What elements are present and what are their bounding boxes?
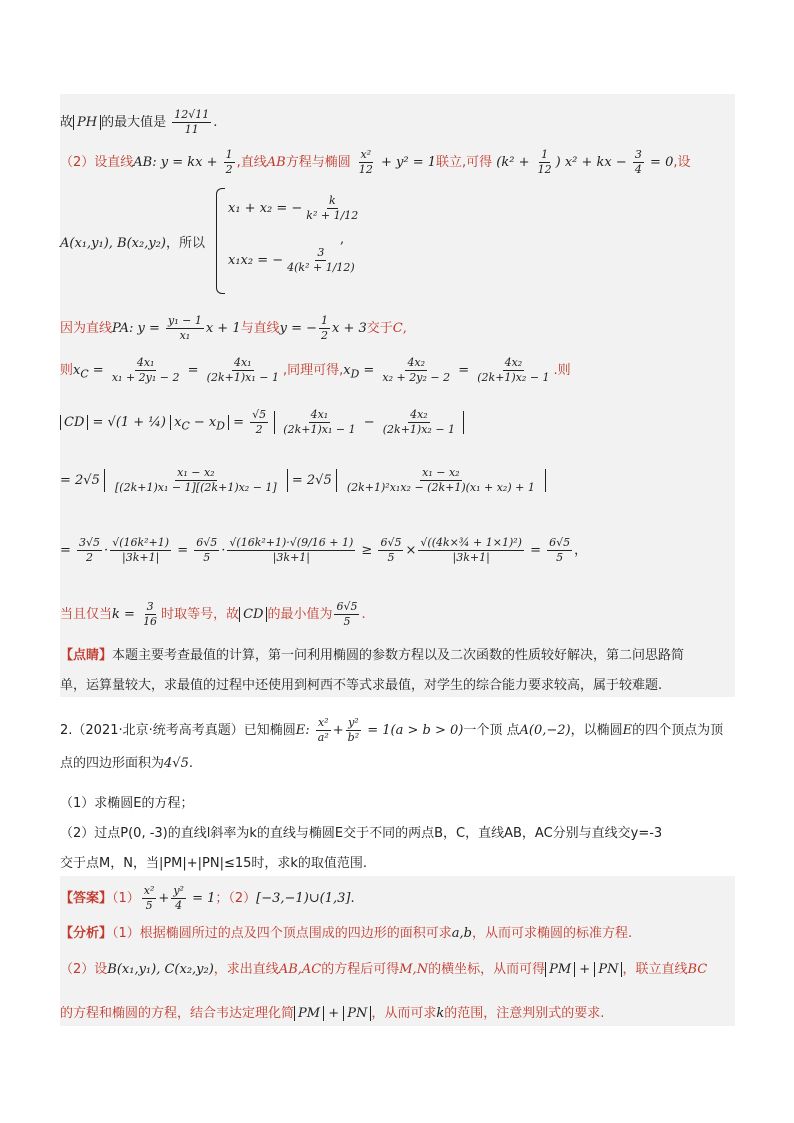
problem2-stem-1: 2.（2021·北京·统考高考真题）已知椭圆E: $\frac{\text{x²}}{\text{a²}}$ + $\frac{\text{y²}}{\text{b²}}$ = 1(a > b > 0)一个顶 点A(0,−2)，以椭圆E的四个顶点为顶 — [60, 716, 724, 744]
vieta-product: x₁x₂ = − $\frac{3}{\text{4(k² + 1/12)}}$ — [228, 246, 355, 274]
comment-line-2 — [60, 674, 662, 693]
comment-tag: 【点睛】 — [60, 648, 113, 663]
comment-text-1: 本题主要考查最值的计算，第一问利用椭圆的参数方程以及二次函数的性质较好解决，第二问思路简 — [112, 648, 685, 663]
question-2-line-1: （2）过点P(0, -3)的直线l斜率为k的直线与椭圆E交于不同的两点B，C，直线AB，AC分别与直线交y=-3 — [60, 826, 663, 841]
vieta-comma: , — [340, 232, 345, 247]
comment-text-2: 单，运算量较大，求最值的过程中还使用到柯西不等式求最值，对学生的综合能力要求较高，属于较难题. — [60, 678, 663, 693]
vieta-points: A(x₁,y₁), B(x₂,y₂)，所以 — [60, 236, 205, 251]
cd-step-1: CD = √(1 + ¼) $x_C - x_D$ = $\frac{√5}{2}$ $\frac{\text{4x₁}}{\text{(2k+1)x₁ − 1}}$ − $\frac{\text{4x₂}}{\text{(2k+1)x₂ − 1}}$ — [60, 408, 464, 437]
analysis-tag: 【分析】 — [60, 926, 113, 941]
vieta-brace — [216, 188, 225, 294]
vieta-sum: x₁ + x₂ = − $\frac{k}{\text{k² + 1/12}}$ — [228, 194, 359, 222]
question-1: （1）求椭圆E的方程； — [60, 796, 194, 811]
problem2-stem-2: 点的四边形面积为4√5. — [60, 756, 193, 771]
cd-step-3: = $\frac{3√5}{2}$ · $\frac{\text{√(16k²+1)}}{|3k+1|}$ = $\frac{6√5}{5}$ · $\frac{\text{√(16k²+1)·√(9/16 + 1)}}{|3k+1|}$ ≥ $\frac{6√5}{5}$ × $\frac{\text{√((4k×¾ + 1×1)²)}}{|3k+1|}$ = $\frac{6√5}{5}$ ， — [60, 536, 588, 564]
cd-step-2: = 2√5 $\frac{\text{x₁ − x₂}}{\text{[(2k+1)x₁ − 1][(2k+1)x₂ − 1]}}$ = 2√5 $\frac{\text{x₁ − x₂}}{\text{(2k+1)²x₁x₂ − (2k+1)(x₁ + x₂) + 1}}$ — [60, 466, 546, 495]
question-2-line-2: 交于点M，N，当|PM|+|PN|≤15时，求k的取值范围. — [60, 856, 368, 871]
ph-max-conclusion: 故 PH 的最大值是 $\frac{12√11}{11}$ . — [60, 108, 218, 136]
answer-line: 【答案】（1） $\frac{\text{x²}}{5}$ + $\frac{\text{y²}}{4}$ = 1；（2）[−3,−1)∪(1,3]. — [60, 884, 355, 912]
xc-xd: 则$x_C$ = $\frac{\text{4x₁}}{\text{x₁ + 2y₁ − 2}}$ = $\frac{\text{4x₁}}{\text{(2k+1)x₁ − 1}}$ ,同理可得$,x_D$ = $\frac{\text{4x₂}}{\text{x₂ + 2y₂ − 2}}$ = $\frac{\text{4x₂}}{\text{(2k+1)x₂ − 1}}$ .则 — [60, 356, 571, 384]
analysis-line-2: （2）设B(x₁,y₁), C(x₂,y₂)，求出直线AB,AC的方程后可得M,N的横坐标，从而可得 PM + PN ，联立直线BC — [60, 962, 708, 977]
comment-line-1 — [60, 644, 684, 663]
line-setup: （2）设直线AB: y = kx + $\frac{1}{2}$ ,直线AB方程与椭圆 $\frac{\text{x²}}{12}$ + y² = 1联立,可得 (k² + $\frac{1}{12}$ ) x² + kx − $\frac{3}{4}$ = 0,设 — [60, 148, 691, 176]
equality-condition: 当且仅当k = $\frac{3}{16}$ 时取等号，故 CD 的最小值为 $\frac{6√5}{5}$ . — [60, 600, 366, 628]
intersect-c: 因为直线PA: y = $\frac{\text{y₁ − 1}}{\text{x₁}}$ x + 1与直线y = − $\frac{1}{2}$ x + 3交于C, — [60, 314, 407, 342]
answer-tag: 【答案】 — [60, 891, 113, 906]
analysis-line-3: 的方程和椭圆的方程，结合韦达定理化简 PM + PN ，从而可求k的范围，注意判别式的要求. — [60, 1006, 605, 1021]
analysis-line-1: 【分析】（1）根据椭圆所过的点及四个顶点围成的四边形的面积可求a,b，从而可求椭圆的标准方程. — [60, 926, 633, 941]
